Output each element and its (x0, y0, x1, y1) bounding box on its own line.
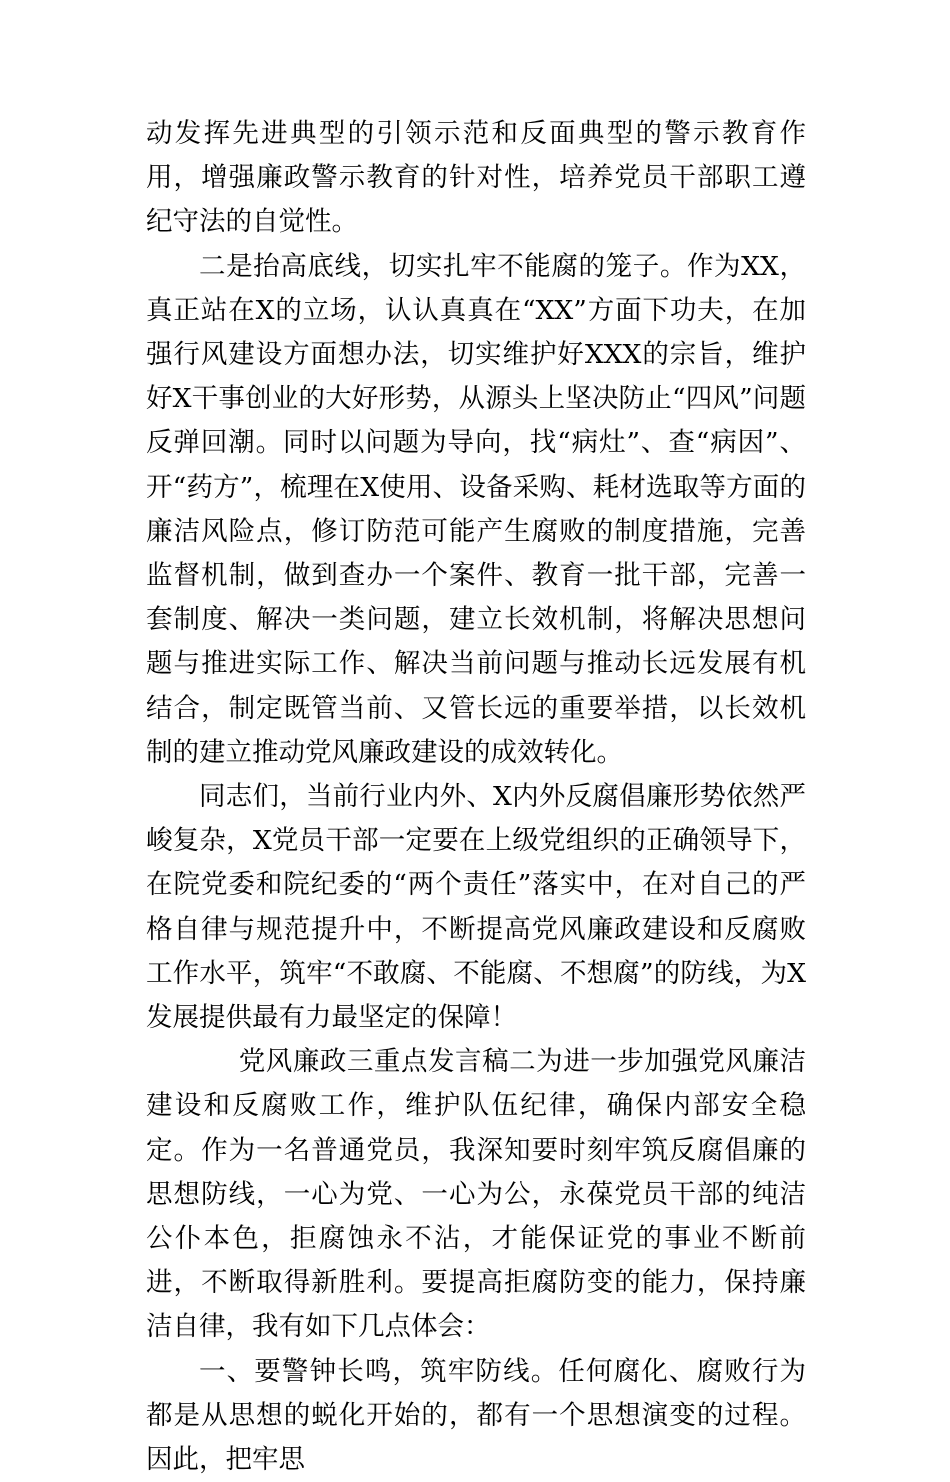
paragraph-comrades: 同志们，当前行业内外、X内外反腐倡廉形势依然严峻复杂，X党员干部一定要在上级党组织的正确领导下，在院党委和院纪委的“两个责任”落实中，在对自己的严格自律与规范提升中，不断提高党风廉政建设和反腐败工作水平，筑牢“不敢腐、不能腐、不想腐”的防线，为X发展提供最有力最坚定的保障！ (146, 781, 806, 1034)
paragraph-bottom-line: 二是抬高底线，切实扎牢不能腐的笼子。作为XX，真正站在X的立场，认认真真在“XX”方面下功夫，在加强行风建设方面想办法，切实维护好XXX的宗旨，维护好X干事创业的大好形势，从源头上坚决防止“四风”问题反弹回潮。同时以问题为导向，找“病灶”、查“病因”、开“药方”，梳理在X使用、设备采购、耗材选取等方面的廉洁风险点，修订防范可能产生腐败的制度措施，完善监督机制，做到查办一个案件、教育一批干部，完善一套制度、解决一类问题，建立长效机制，将解决思想问题与推进实际工作、解决当前问题与推动长远发展有机结合，制定既管当前、又管长远的重要举措，以长效机制的建立推动党风廉政建设的成效转化。 (146, 250, 806, 768)
paragraph-speech-two: 党风廉政三重点发言稿二为进一步加强党风廉洁建设和反腐败工作，维护队伍纪律，确保内部安全稳定。作为一名普通党员，我深知要时刻牢筑反腐倡廉的思想防线，一心为党、一心为公，永葆党员干部的纯洁公仆本色，拒腐蚀永不沾，才能保证党的事业不断前进，不断取得新胜利。要提高拒腐防变的能力，保持廉洁自律，我有如下几点体会： (146, 1046, 806, 1343)
paragraph-point-one: 一、要警钟长鸣，筑牢防线。任何腐化、腐败行为都是从思想的蜕化开始的，都有一个思想演变的过程。因此，把牢思 (146, 1355, 806, 1476)
document-body (146, 112, 806, 1482)
paragraph-continuation: 动发挥先进典型的引领示范和反面典型的警示教育作用，增强廉政警示教育的针对性，培养党员干部职工遵纪守法的自觉性。 (146, 118, 806, 238)
